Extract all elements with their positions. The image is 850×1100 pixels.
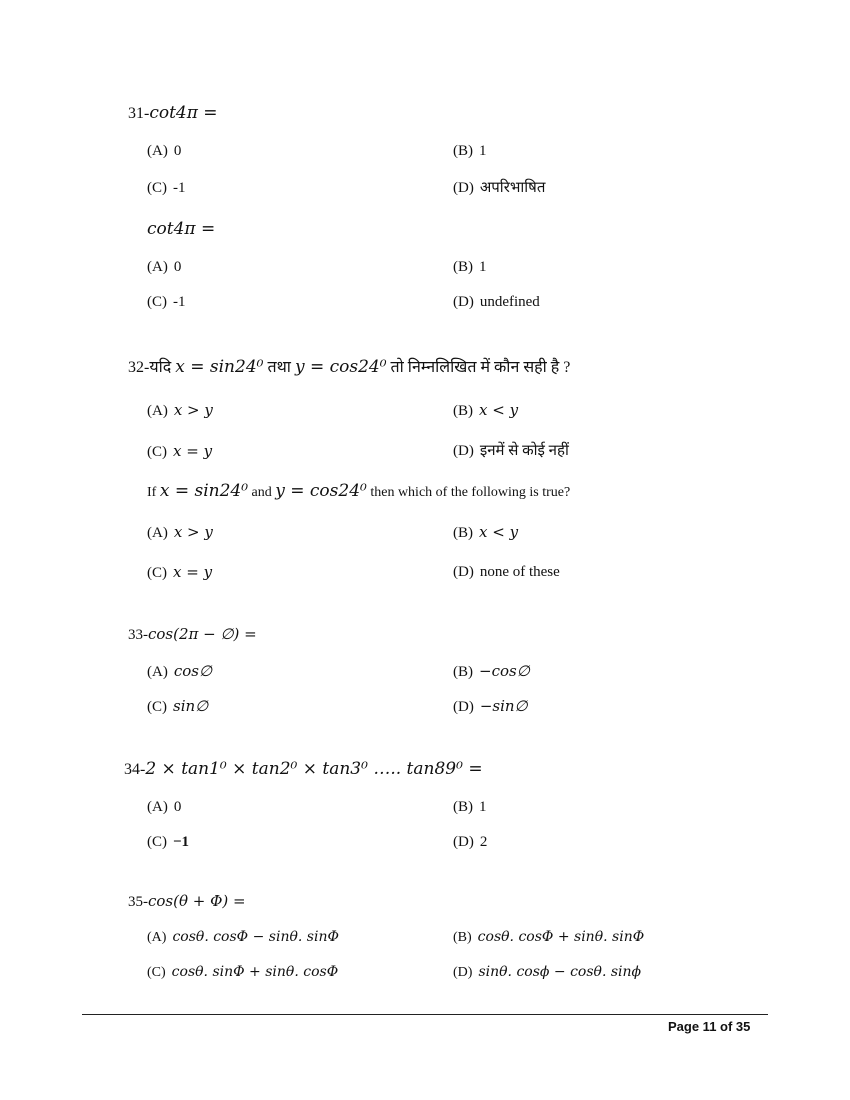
question-number: 31- (128, 105, 150, 122)
question-33-stem: 33-cos(2π − ∅) = (128, 625, 257, 643)
option-b-hindi: (B) x < y (453, 401, 519, 419)
option-d-english: (D) undefined (453, 294, 540, 310)
option-b-english: (B) x < y (453, 523, 519, 541)
question-35-stem: 35-cos(θ + Φ) = (128, 892, 246, 910)
question-31-stem-english: cot4π = (147, 219, 216, 239)
option-d: (D) sinθ. cosϕ − cosθ. sinϕ (453, 964, 642, 980)
option-a: (A) cos∅ (147, 662, 213, 680)
option-d: (D) −sin∅ (453, 697, 528, 715)
option-b: (B) 1 (453, 799, 487, 815)
option-a: (A) 0 (147, 799, 182, 815)
option-a-hindi: (A) 0 (147, 143, 182, 159)
option-b-hindi: (B) 1 (453, 143, 487, 159)
option-d-english: (D) none of these (453, 564, 560, 580)
question-32-stem-hindi: 32-यदि x = sin24⁰ तथा y = cos24⁰ तो निम्नलिखित में कौन सही है ? (128, 357, 571, 377)
question-stem-math: cot4π = (149, 103, 218, 123)
option-b: (B) −cos∅ (453, 662, 530, 680)
option-c-hindi: (C) -1 (147, 180, 186, 196)
option-c-hindi: (C) x = y (147, 442, 213, 460)
option-c-english: (C) x = y (147, 563, 213, 581)
page-number: Page 11 of 35 (668, 1019, 751, 1034)
option-a-hindi: (A) x > y (147, 401, 213, 419)
footer-divider (82, 1014, 768, 1015)
option-a-english: (A) 0 (147, 259, 182, 275)
option-b-english: (B) 1 (453, 259, 487, 275)
option-a: (A) cosθ. cosΦ − sinθ. sinΦ (147, 929, 339, 945)
option-c-english: (C) -1 (147, 294, 186, 310)
option-d: (D) 2 (453, 834, 488, 850)
question-32-stem-english: If x = sin24⁰ and y = cos24⁰ then which of the following is true? (147, 481, 571, 501)
option-a-english: (A) x > y (147, 523, 213, 541)
option-c: (C) sin∅ (147, 697, 209, 715)
option-d-hindi: (D) इनमें से कोई नहीं (453, 443, 569, 459)
option-d-hindi: (D) अपरिभाषित (453, 180, 546, 196)
question-34-stem: 34-2 × tan1⁰ × tan2⁰ × tan3⁰ ….. tan89⁰ = (124, 759, 483, 779)
question-31-stem-hindi (128, 103, 218, 124)
option-c: (C) cosθ. sinΦ + sinθ. cosΦ (147, 964, 339, 980)
option-b: (B) cosθ. cosΦ + sinθ. sinΦ (453, 929, 645, 945)
option-c: (C) −1 (147, 834, 190, 850)
